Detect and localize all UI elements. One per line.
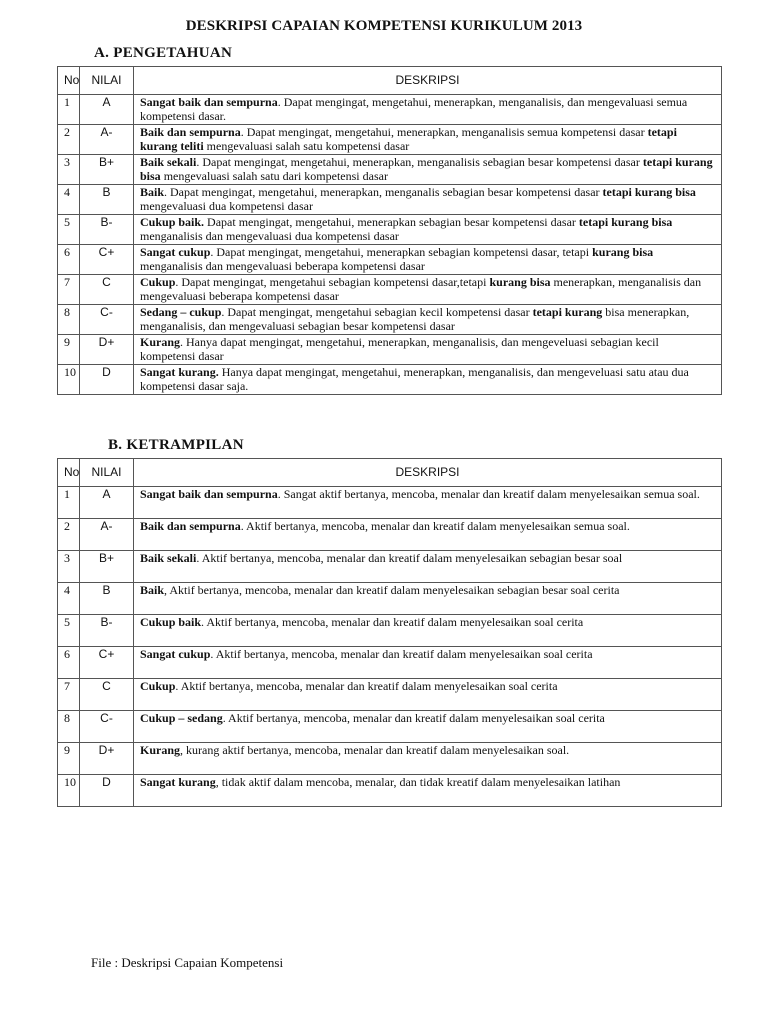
row-number: 3 bbox=[58, 155, 80, 185]
row-grade: B- bbox=[80, 215, 134, 245]
description-emphasis: Cukup bbox=[140, 275, 176, 289]
description-emphasis: Baik sekali bbox=[140, 551, 197, 565]
row-number: 6 bbox=[58, 245, 80, 275]
description-text: . Dapat mengingat, mengetahui, menerapkan, menganalisis semua kompetensi dasar bbox=[240, 125, 648, 139]
description-emphasis: Sedang – cukup bbox=[140, 305, 222, 319]
table-row bbox=[58, 551, 722, 583]
description-emphasis: Baik sekali bbox=[140, 155, 197, 169]
description-text: mengevaluasi salah satu dari kompetensi dasar bbox=[160, 168, 388, 183]
description-text: menerapkan, menganalisis dan mengevaluasi beberapa kompetensi dasar bbox=[140, 275, 702, 303]
table-row bbox=[58, 775, 722, 807]
row-description bbox=[134, 155, 722, 185]
table-row bbox=[58, 647, 722, 679]
description-text: . Sangat aktif bertanya, mencoba, menalar dan kreatif dalam menyelesaikan semua soal. bbox=[277, 487, 700, 501]
table-row bbox=[58, 125, 722, 155]
description-text: menganalisis dan mengevaluasi dua kompetensi dasar bbox=[140, 228, 399, 243]
row-description bbox=[134, 365, 722, 395]
row-number: 2 bbox=[58, 125, 80, 155]
row-number: 8 bbox=[58, 711, 80, 743]
table-row bbox=[58, 487, 722, 519]
row-grade: B bbox=[80, 185, 134, 215]
row-number: 5 bbox=[58, 615, 80, 647]
row-number: 9 bbox=[58, 743, 80, 775]
row-description bbox=[134, 125, 722, 155]
ketrampilan-table bbox=[57, 458, 722, 807]
row-number: 8 bbox=[58, 305, 80, 335]
row-grade: B- bbox=[80, 615, 134, 647]
description-emphasis: Sangat kurang bbox=[140, 775, 216, 789]
table-row bbox=[58, 679, 722, 711]
description-text: , tidak aktif dalam mencoba, menalar, dan tidak kreatif dalam menyelesaikan latihan bbox=[215, 775, 621, 789]
row-grade: C+ bbox=[80, 647, 134, 679]
header-nilai: NILAI bbox=[80, 67, 134, 95]
description-emphasis: tetapi kurang bisa bbox=[602, 185, 696, 199]
description-text: . Aktif bertanya, mencoba, menalar dan kreatif dalam menyelesaikan semua soal. bbox=[240, 519, 630, 533]
table-row bbox=[58, 95, 722, 125]
table-row bbox=[58, 743, 722, 775]
row-description bbox=[134, 743, 722, 775]
description-text: . Dapat mengingat, mengetahui, menerapkan, menganalisis, dan mengevaluasi semua kompetensi dasar. bbox=[140, 95, 688, 123]
header-no: No bbox=[58, 459, 80, 487]
table-row bbox=[58, 583, 722, 615]
row-grade: D bbox=[80, 775, 134, 807]
description-emphasis: Sangat cukup bbox=[140, 647, 211, 661]
table-row bbox=[58, 185, 722, 215]
row-description bbox=[134, 679, 722, 711]
header-deskripsi: DESKRIPSI bbox=[134, 67, 722, 95]
row-grade: A- bbox=[80, 519, 134, 551]
description-emphasis: Baik bbox=[140, 583, 165, 597]
row-grade: C- bbox=[80, 305, 134, 335]
row-description bbox=[134, 95, 722, 125]
description-emphasis: Baik bbox=[140, 185, 165, 199]
description-emphasis: Cukup – sedang bbox=[140, 711, 223, 725]
description-text: Dapat mengingat, mengetahui, menerapkan sebagian besar kompetensi dasar bbox=[204, 215, 579, 229]
description-text: , Aktif bertanya, mencoba, menalar dan kreatif dalam menyelesaikan sebagian besar soal cerita bbox=[164, 583, 620, 597]
description-text: . Aktif bertanya, mencoba, menalar dan kreatif dalam menyelesaikan soal cerita bbox=[175, 679, 558, 693]
row-number: 9 bbox=[58, 335, 80, 365]
description-text: . Aktif bertanya, mencoba, menalar dan kreatif dalam menyelesaikan soal cerita bbox=[222, 711, 605, 725]
row-number: 1 bbox=[58, 487, 80, 519]
table-header-row bbox=[58, 459, 722, 487]
row-number: 4 bbox=[58, 185, 80, 215]
description-text: , kurang aktif bertanya, mencoba, menalar dan kreatif dalam menyelesaikan soal. bbox=[180, 743, 570, 757]
description-emphasis: Cukup bbox=[140, 679, 176, 693]
row-number: 7 bbox=[58, 275, 80, 305]
row-grade: D bbox=[80, 365, 134, 395]
description-emphasis: tetapi kurang teliti bbox=[140, 125, 677, 153]
description-emphasis: Cukup baik bbox=[140, 615, 202, 629]
table-row bbox=[58, 305, 722, 335]
pengetahuan-table bbox=[57, 66, 722, 395]
table-row bbox=[58, 155, 722, 185]
header-no: No bbox=[58, 67, 80, 95]
description-text: . Dapat mengingat, mengetahui sebagian kecil kompetensi dasar bbox=[221, 305, 533, 319]
description-text: . Aktif bertanya, mencoba, menalar dan kreatif dalam menyelesaikan soal cerita bbox=[201, 615, 584, 629]
description-text: mengevaluasi dua kompetensi dasar bbox=[140, 198, 313, 213]
header-deskripsi: DESKRIPSI bbox=[134, 459, 722, 487]
table-row bbox=[58, 245, 722, 275]
row-grade: C bbox=[80, 275, 134, 305]
description-text: bisa menerapkan, menganalisis, dan mengevaluasi sebagian besar kompetensi dasar bbox=[140, 305, 690, 333]
row-number: 6 bbox=[58, 647, 80, 679]
row-number: 7 bbox=[58, 679, 80, 711]
description-text: . Dapat mengingat, mengetahui, menerapkan, menganalis sebagian besar kompetensi dasar bbox=[164, 185, 603, 199]
row-number: 4 bbox=[58, 583, 80, 615]
description-emphasis: Sangat cukup bbox=[140, 245, 211, 259]
row-grade: C bbox=[80, 679, 134, 711]
row-number: 10 bbox=[58, 775, 80, 807]
header-nilai: NILAI bbox=[80, 459, 134, 487]
table-row bbox=[58, 365, 722, 395]
row-grade: A bbox=[80, 487, 134, 519]
row-number: 2 bbox=[58, 519, 80, 551]
description-emphasis: Kurang bbox=[140, 743, 181, 757]
row-grade: A- bbox=[80, 125, 134, 155]
row-number: 3 bbox=[58, 551, 80, 583]
row-description bbox=[134, 215, 722, 245]
row-number: 10 bbox=[58, 365, 80, 395]
description-emphasis: Sangat baik dan sempurna bbox=[140, 95, 278, 109]
description-text: menganalisis dan mengevaluasi beberapa kompetensi dasar bbox=[140, 258, 425, 273]
row-number: 5 bbox=[58, 215, 80, 245]
description-emphasis: Baik dan sempurna bbox=[140, 519, 241, 533]
description-emphasis: Kurang bbox=[140, 335, 181, 349]
row-grade: D+ bbox=[80, 743, 134, 775]
row-description bbox=[134, 647, 722, 679]
description-text: . Aktif bertanya, mencoba, menalar dan kreatif dalam menyelesaikan sebagian besar soal bbox=[196, 551, 623, 565]
row-description bbox=[134, 305, 722, 335]
description-emphasis: Cukup baik. bbox=[140, 215, 205, 229]
description-text: . Dapat mengingat, mengetahui sebagian kompetensi dasar,tetapi bbox=[175, 275, 490, 289]
row-description bbox=[134, 487, 722, 519]
table-row bbox=[58, 711, 722, 743]
row-grade: B bbox=[80, 583, 134, 615]
row-grade: C+ bbox=[80, 245, 134, 275]
row-description bbox=[134, 185, 722, 215]
row-grade: B+ bbox=[80, 551, 134, 583]
row-description bbox=[134, 711, 722, 743]
table-row bbox=[58, 519, 722, 551]
description-emphasis: tetapi kurang bisa bbox=[140, 155, 713, 183]
description-emphasis: Sangat baik dan sempurna bbox=[140, 487, 278, 501]
description-emphasis: kurang bisa bbox=[592, 245, 654, 259]
row-description bbox=[134, 519, 722, 551]
description-text: . Dapat mengingat, mengetahui, menerapkan sebagian kompetensi dasar, tetapi bbox=[210, 245, 593, 259]
section-title-ketrampilan: B. KETRAMPILAN bbox=[108, 437, 244, 453]
section-title-pengetahuan: A. PENGETAHUAN bbox=[94, 45, 233, 61]
description-text: . Aktif bertanya, mencoba, menalar dan kreatif dalam menyelesaikan soal cerita bbox=[210, 647, 593, 661]
footer-file-label: File : Deskripsi Capaian Kompetensi bbox=[91, 955, 284, 970]
row-number: 1 bbox=[58, 95, 80, 125]
description-emphasis: kurang bisa bbox=[489, 275, 551, 289]
description-text: Hanya dapat mengingat, mengetahui, menerapkan, menganalisis, dan mengeveluasi satu atau dua kompetensi dasar saja. bbox=[140, 365, 689, 393]
row-description bbox=[134, 551, 722, 583]
document-title: DESKRIPSI CAPAIAN KOMPETENSI KURIKULUM 2013 bbox=[185, 18, 583, 34]
row-grade: B+ bbox=[80, 155, 134, 185]
table-row bbox=[58, 615, 722, 647]
row-description bbox=[134, 583, 722, 615]
description-text: . Dapat mengingat, mengetahui, menerapkan, menganalisis sebagian besar kompetensi dasar bbox=[196, 155, 643, 169]
description-emphasis: Sangat kurang. bbox=[140, 365, 219, 379]
table-row bbox=[58, 215, 722, 245]
description-text: . Hanya dapat mengingat, mengetahui, menerapkan, menganalisis, dan mengeveluasi sebagian kecil kompetensi dasar bbox=[140, 335, 659, 363]
table-row bbox=[58, 335, 722, 365]
row-grade: C- bbox=[80, 711, 134, 743]
row-description bbox=[134, 775, 722, 807]
description-emphasis: tetapi kurang bisa bbox=[578, 215, 673, 229]
row-description bbox=[134, 335, 722, 365]
row-grade: D+ bbox=[80, 335, 134, 365]
description-emphasis: tetapi kurang bbox=[532, 305, 603, 319]
row-description bbox=[134, 615, 722, 647]
description-text: mengevaluasi salah satu kompetensi dasar bbox=[203, 138, 410, 153]
row-description bbox=[134, 245, 722, 275]
table-row bbox=[58, 275, 722, 305]
description-emphasis: Baik dan sempurna bbox=[140, 125, 241, 139]
row-grade: A bbox=[80, 95, 134, 125]
row-description bbox=[134, 275, 722, 305]
table-header-row bbox=[58, 67, 722, 95]
